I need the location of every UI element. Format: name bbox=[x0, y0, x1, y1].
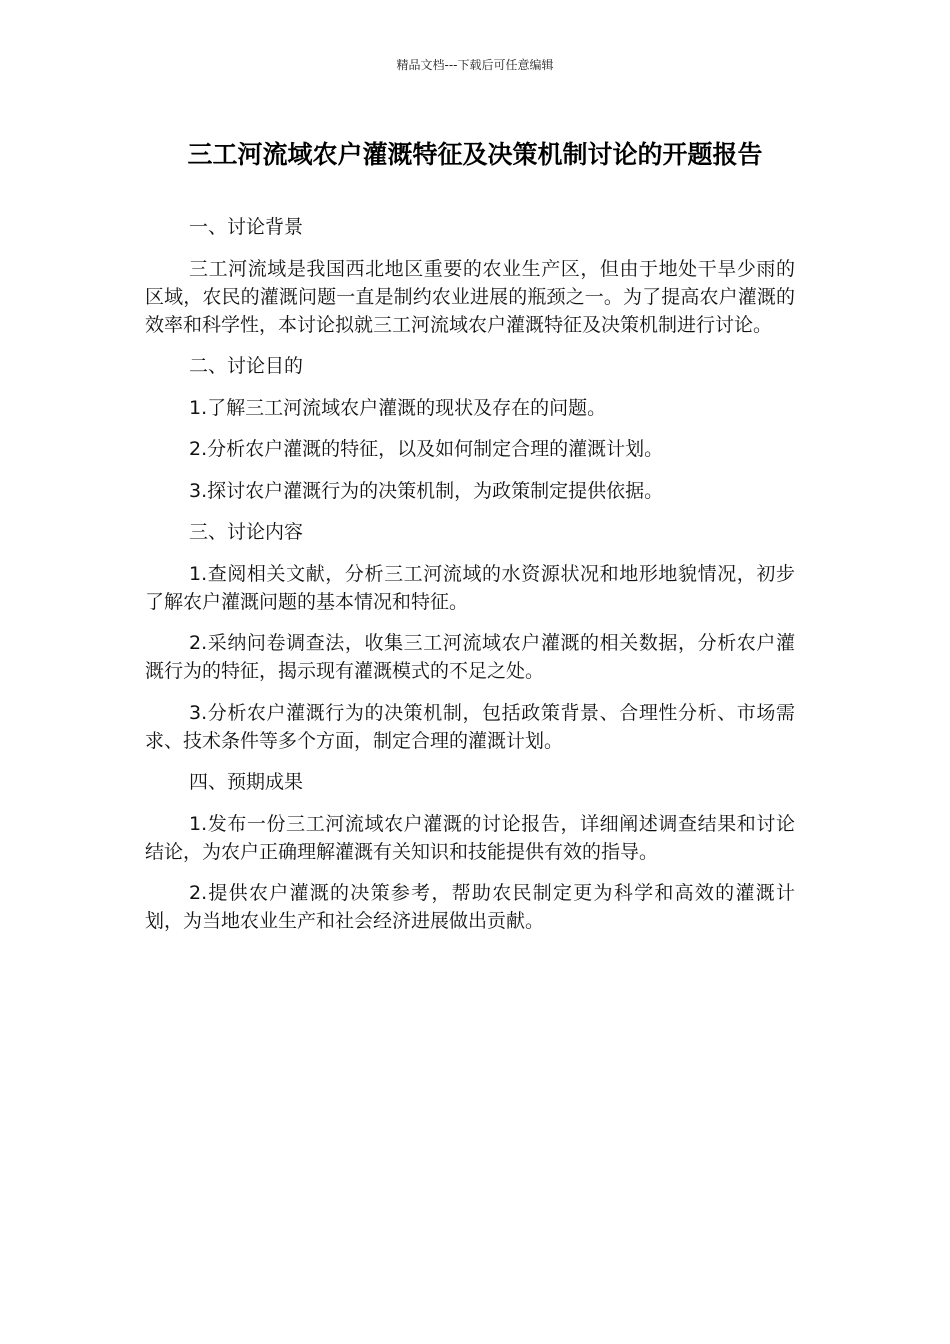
content-item-1: 1.查阅相关文献，分析三工河流域的水资源状况和地形地貌情况，初步了解农户灌溉问题的基本情况和特征。 bbox=[145, 562, 795, 613]
content-item-2: 2.采纳问卷调查法，收集三工河流域农户灌溉的相关数据，分析农户灌溉行为的特征，揭示现有灌溉模式的不足之处。 bbox=[145, 632, 795, 682]
outcome-item-2: 2.提供农户灌溉的决策参考，帮助农民制定更为科学和高效的灌溉计划，为当地农业生产和社会经济进展做出贡献。 bbox=[145, 882, 795, 932]
purpose-item-2: 2.分析农户灌溉的特征，以及如何制定合理的灌溉计划。 bbox=[189, 438, 664, 460]
document-title: 三工河流域农户灌溉特征及决策机制讨论的开题报告 bbox=[187, 140, 763, 169]
document-body bbox=[145, 213, 795, 949]
purpose-item-1: 1.了解三工河流域农户灌溉的现状及存在的问题。 bbox=[189, 396, 607, 419]
section-heading-content: 三、讨论内容 bbox=[189, 521, 304, 543]
paragraph-background: 三工河流域是我国西北地区重要的农业生产区，但由于地处干旱少雨的区域，农民的灌溉问题一直是制约农业进展的瓶颈之一。为了提高农户灌溉的效率和科学性，本讨论拟就三工河流域农户灌溉特征及决策机制进行讨论。 bbox=[145, 257, 795, 336]
section-heading-outcomes: 四、预期成果 bbox=[189, 771, 304, 793]
content-item-3: 3.分析农户灌溉行为的决策机制，包括政策背景、合理性分析、市场需求、技术条件等多个方面，制定合理的灌溉计划。 bbox=[145, 701, 795, 752]
purpose-item-3: 3.探讨农户灌溉行为的决策机制，为政策制定提供依据。 bbox=[189, 479, 664, 502]
header-note: 精品文档---下载后可任意编辑 bbox=[396, 58, 554, 72]
outcome-item-1: 1.发布一份三工河流域农户灌溉的讨论报告，详细阐述调查结果和讨论结论，为农户正确理解灌溉有关知识和技能提供有效的指导。 bbox=[145, 812, 795, 863]
section-heading-background: 一、讨论背景 bbox=[189, 216, 304, 238]
section-heading-purpose: 二、讨论目的 bbox=[189, 355, 304, 377]
